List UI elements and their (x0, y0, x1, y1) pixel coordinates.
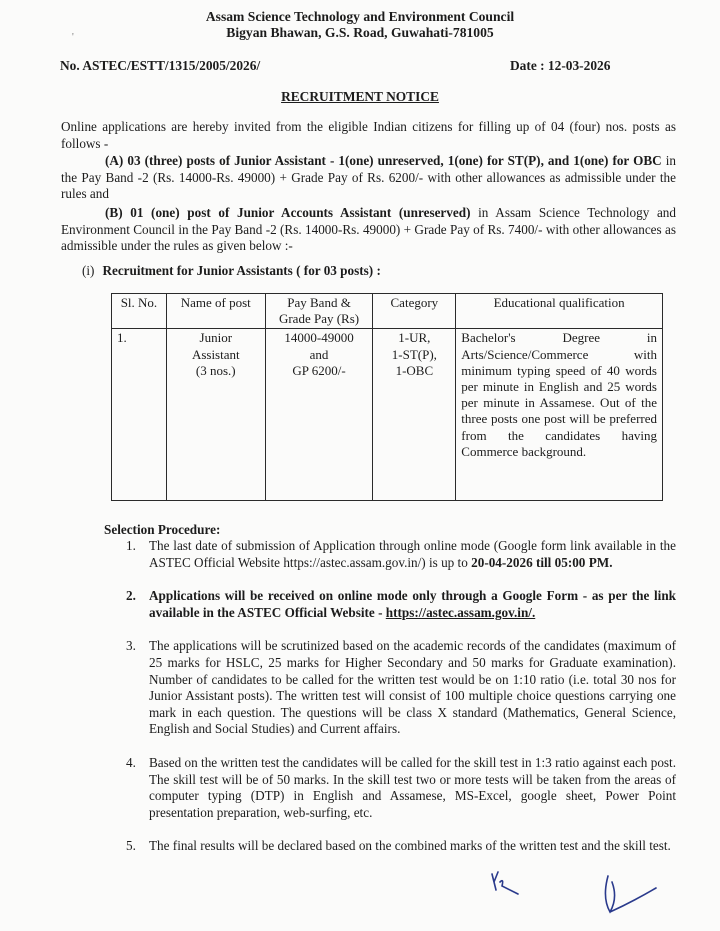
signature-initials-1 (488, 868, 538, 904)
header-sl-no: Sl. No. (112, 294, 167, 329)
item-number: 3. (126, 638, 136, 654)
item-text: The final results will be declared based on the combined marks of the written test and the skill test. (149, 838, 671, 854)
item-text: Applications will be received on online mode only through a Google Form - as per the link available in the ASTEC Official Website - (149, 588, 676, 620)
pay-line: and (309, 346, 329, 362)
post-line: Assistant (191, 346, 240, 362)
post-line: Junior (199, 330, 233, 346)
pay-line: 14000-49000 (284, 330, 354, 346)
post-b-title: (B) 01 (one) post of Junior Accounts Assistant (unreserved) (105, 205, 471, 220)
post-line: (3 nos.) (195, 362, 236, 378)
header-category: Category (373, 294, 456, 329)
notice-date: Date : 12-03-2026 (510, 58, 611, 73)
pay-line: GP 6200/- (292, 362, 346, 378)
cell-pay-band (265, 329, 373, 501)
org-name: Assam Science Technology and Environment Council (205, 9, 515, 24)
header-qualification: Educational qualification (456, 294, 663, 329)
selection-procedure-heading: Selection Procedure: (104, 522, 221, 537)
notice-title: RECRUITMENT NOTICE (281, 89, 439, 104)
post-b-paragraph (61, 205, 676, 255)
header-name-of-post: Name of post (166, 294, 265, 329)
post-b-details: in Assam Science Technology and Environment Council in the Pay Band -2 (Rs. 14000-Rs. 49000) + Grade Pay of Rs. 7400/- with other allowances as admissible under the rules as given below :- (61, 205, 676, 254)
category-line: 1-OBC (395, 362, 434, 378)
junior-assistant-table (111, 293, 663, 501)
reference-row (60, 58, 620, 75)
cell-qualification: Bachelor's Degree in Arts/Science/Commerce with minimum typing speed of 40 words per minute in English and 25 words per minute in Assamese. Out of the three posts one post will be preferred from the candidates having Commerce background. (456, 329, 663, 501)
table-header-row (112, 294, 663, 329)
intro-paragraph: Online applications are hereby invited from the eligible Indian citizens for filling up of 04 (four) nos. posts as follows - (61, 119, 676, 151)
cell-name-of-post (166, 329, 265, 501)
item-text: The last date of submission of Application through online mode (Google form link available in the ASTEC Official Website https://astec.assam.gov.in/) is up to (149, 538, 676, 570)
reference-number: No. ASTEC/ESTT/1315/2005/2026/ (60, 58, 261, 73)
category-line: 1-ST(P), (391, 346, 437, 362)
item-number: 2. (126, 588, 136, 604)
cell-sl-no: 1. (112, 329, 167, 501)
section-i-title: Recruitment for Junior Assistants ( for 03 posts) : (102, 263, 381, 278)
procedure-item-4 (104, 755, 676, 821)
header-pay-band: Pay Band & Grade Pay (Rs) (265, 294, 373, 329)
scan-mark: ' (72, 32, 74, 43)
section-i-number: (i) (82, 263, 95, 278)
astec-website-link[interactable]: https://astec.assam.gov.in/. (385, 604, 536, 620)
category-line: 1-UR, (398, 330, 431, 346)
item-number: 4. (126, 754, 136, 770)
item-text: The applications will be scrutinized based on the academic records of the candidates (maximum of 25 marks for HSLC, 25 marks for Higher Secondary and 50 marks for Graduate examination). Number of candidates to be called for the written test would be on 1:10 ratio (i.e. total 30 nos for Junior Assistant posts). The written test will consist of 100 multiple choice questions carrying one mark in each question. The questions will be class X standard (Mathematics, General Science, English and Social Studies) and Current affairs. (149, 638, 676, 737)
section-i-heading (82, 263, 381, 280)
item-text: Based on the written test the candidates will be called for the skill test in 1:3 ratio against each post. The skill test will be of 50 marks. In the skill test two or more tests will be taken from the areas of computer typing (DTP) in English and Assamese, MS-Excel, google sheet, Power Point presentation preparation, web-surfing, etc. (149, 754, 676, 820)
org-address: Bigyan Bhawan, G.S. Road, Guwahati-781005 (226, 25, 494, 40)
selection-procedure-list (104, 538, 676, 855)
procedure-item-3 (104, 638, 676, 738)
post-a-details: in the Pay Band -2 (Rs. 14000-Rs. 49000) + Grade Pay of Rs. 6200/- with other allowances as admissible under the rules and (61, 153, 676, 202)
post-a-title: (A) 03 (three) posts of Junior Assistant - 1(one) unreserved, 1(one) for ST(P), and 1(one) for OBC (105, 153, 662, 168)
deadline-text: 20-04-2026 till 05:00 PM. (471, 554, 613, 570)
table-row (112, 329, 663, 501)
item-number: 1. (126, 538, 136, 553)
item-number: 5. (126, 838, 136, 854)
signature-initials-2 (598, 868, 668, 918)
procedure-item-5 (104, 838, 676, 855)
cell-category (373, 329, 456, 501)
post-a-paragraph (61, 153, 676, 203)
procedure-item-2 (104, 588, 676, 621)
procedure-item-1 (104, 538, 676, 571)
